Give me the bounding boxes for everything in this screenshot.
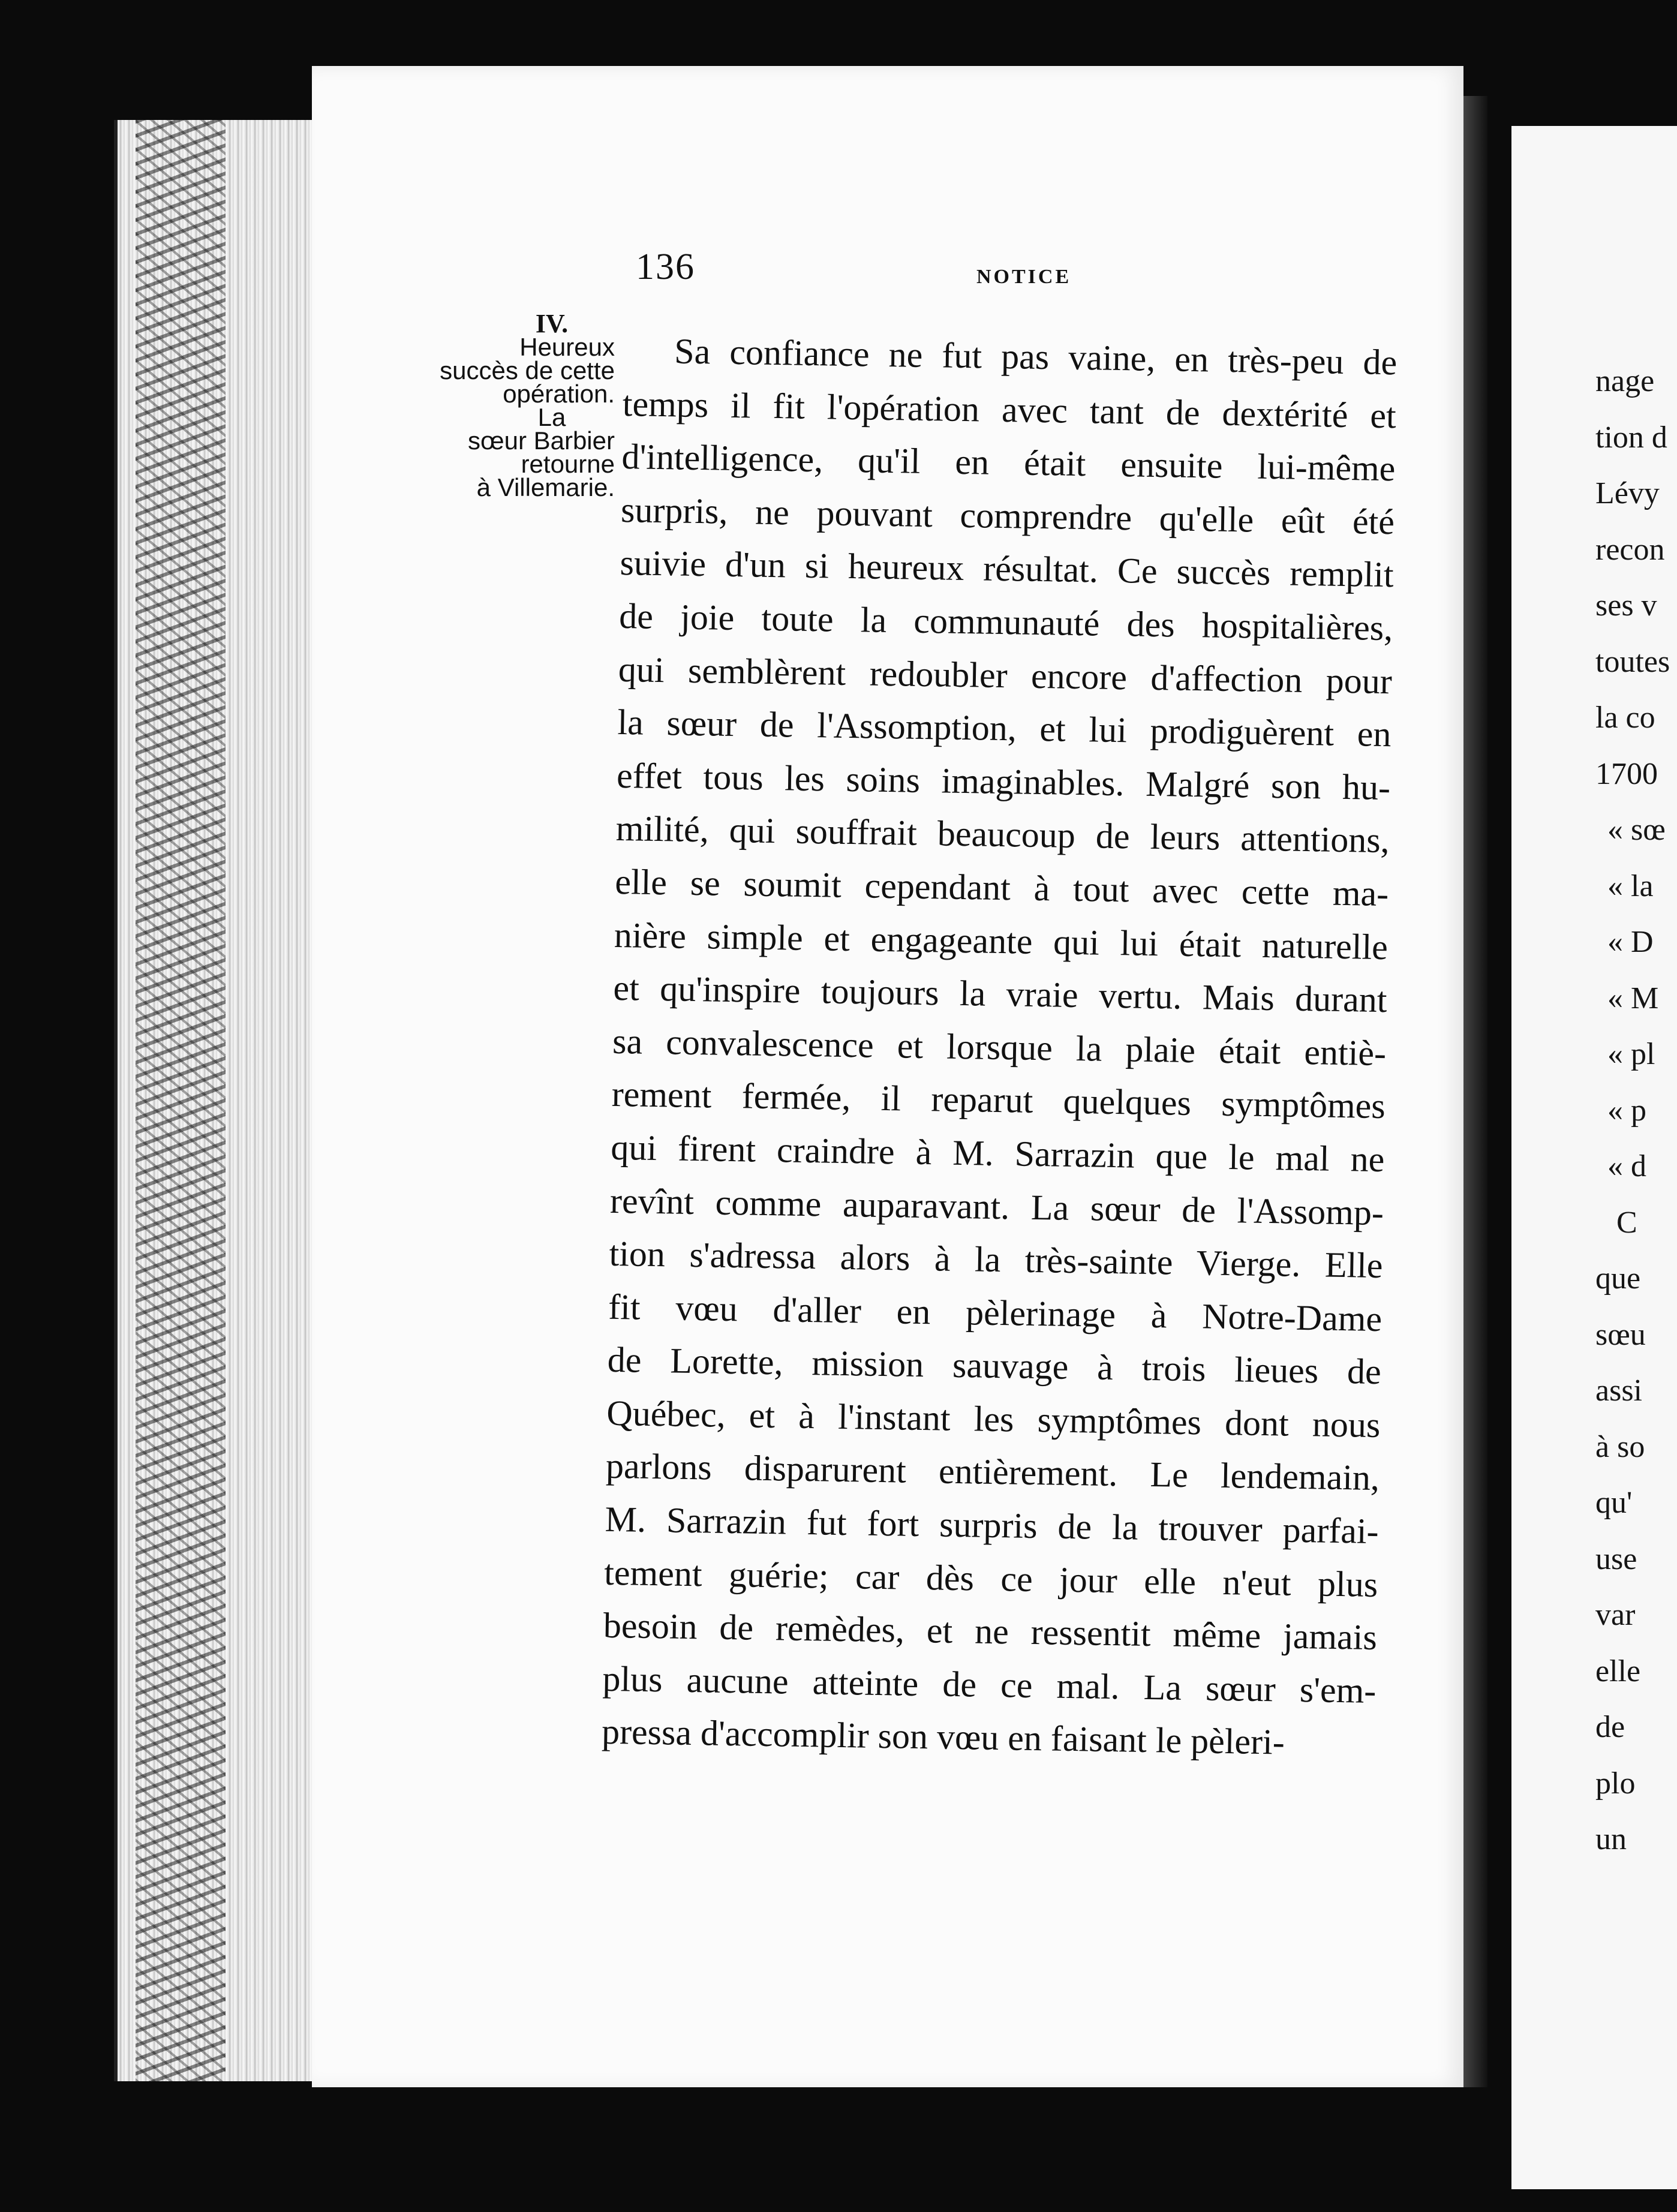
text-line: elle se soumit cependant à tout avec cette ma- [614, 861, 1389, 914]
text-line: M. Sarrazin fut fort surpris de la trouver parfai- [605, 1499, 1380, 1552]
facing-page-line: elle [1595, 1654, 1641, 1688]
text-line: rement fermée, il reparut quelques symptômes [611, 1074, 1386, 1126]
text-line: surpris, ne pouvant comprendre qu'elle eût été [620, 489, 1395, 542]
book-page-edges [114, 120, 315, 2081]
text-line: besoin de remèdes, et ne ressentit même jamais [603, 1605, 1378, 1658]
margin-note-line: retourne [521, 450, 615, 478]
facing-page-line: assi [1595, 1374, 1642, 1408]
text-line: tement guérie; car dès ce jour elle n'eut plus [603, 1552, 1378, 1604]
text-line: sa convalescence et lorsque la plaie était entiè- [612, 1021, 1387, 1073]
text-line: qui semblèrent redoubler encore d'affection pour [618, 649, 1393, 701]
marbled-edge-pattern [136, 120, 226, 2081]
facing-page-line: que [1595, 1261, 1641, 1296]
text-line: la sœur de l'Assomption, et lui prodiguèrent en [617, 702, 1392, 755]
margin-note-line: La [537, 403, 566, 431]
facing-page-line: plo [1595, 1766, 1636, 1801]
running-title: NOTICE [976, 266, 1072, 288]
facing-page-line: « M [1607, 981, 1659, 1015]
text-line: pressa d'accomplir son vœu en faisant le pèleri- [601, 1712, 1285, 1763]
margin-note-line: à Villemarie. [476, 473, 615, 501]
facing-page-line: la co [1595, 701, 1655, 735]
facing-page-line: 1700 [1595, 756, 1658, 791]
facing-page-line: sœu [1595, 1317, 1646, 1352]
facing-page-line: Lévy [1595, 476, 1660, 510]
margin-note-line: Heureux [519, 333, 615, 361]
facing-page-line: « d [1607, 1149, 1646, 1183]
facing-page-line: « pl [1607, 1037, 1655, 1071]
facing-page-line: « sœ [1607, 813, 1666, 847]
facing-page-line: var [1595, 1598, 1636, 1632]
text-line: et qu'inspire toujours la vraie vertu. Mais durant [613, 967, 1387, 1020]
gutter-shadow [1463, 96, 1487, 2087]
body-text [601, 324, 1397, 1771]
text-line: plus aucune atteinte de ce mal. La sœur s'em- [602, 1658, 1377, 1711]
facing-page-line: use [1595, 1541, 1637, 1576]
facing-page-line: à so [1595, 1429, 1645, 1464]
text-line: nière simple et engageante qui lui était naturelle [614, 915, 1389, 967]
text-line: tion s'adressa alors à la très-sainte Vierge. Elle [609, 1233, 1384, 1286]
text-line: suivie d'un si heureux résultat. Ce succès remplit [620, 543, 1395, 595]
margin-note [435, 309, 615, 501]
facing-page-line: « p [1607, 1093, 1646, 1128]
margin-note-line: sœur Barbier [467, 426, 615, 455]
margin-note-line: opération. [503, 380, 615, 408]
facing-page-line: toutes [1595, 644, 1670, 679]
facing-page-line: nage [1595, 364, 1655, 398]
text-line: revînt comme auparavant. La sœur de l'Assomp- [609, 1180, 1384, 1233]
text-line: de Lorette, mission sauvage à trois lieues de [607, 1340, 1382, 1392]
facing-page-line: tion d [1595, 420, 1667, 455]
facing-page-line: « la [1607, 868, 1654, 903]
text-line: Sa confiance ne fut pas vaine, en très-peu de [674, 331, 1398, 383]
margin-note-line: IV. [535, 309, 569, 338]
facing-page-line: qu' [1595, 1486, 1633, 1520]
text-line: qui firent craindre à M. Sarrazin que le mal ne [610, 1127, 1385, 1179]
facing-page-line: de [1595, 1710, 1625, 1744]
facing-page-line: « D [1607, 925, 1654, 959]
facing-page-line: recon [1595, 532, 1665, 567]
margin-note-line: succès de cette [440, 356, 615, 384]
text-line: parlons disparurent entièrement. Le lendemain, [605, 1446, 1380, 1498]
facing-page-line: ses v [1595, 588, 1657, 623]
text-line: effet tous les soins imaginables. Malgré son hu- [616, 755, 1391, 807]
page-number: 136 [636, 247, 695, 287]
facing-page-line: C [1616, 1205, 1637, 1240]
text-line: temps il fit l'opération avec tant de dextérité et [622, 383, 1397, 435]
text-line: de joie toute la communauté des hospitalières, [618, 596, 1393, 648]
facing-page-line: un [1595, 1822, 1627, 1856]
text-line: fit vœu d'aller en pèlerinage à Notre-Dame [608, 1287, 1383, 1339]
facing-page-strip [1511, 126, 1677, 2189]
text-line: d'intelligence, qu'il en était ensuite lui-même [621, 437, 1396, 489]
text-line: milité, qui souffrait beaucoup de leurs attentions, [615, 809, 1390, 861]
text-line: Québec, et à l'instant les symptômes dont nous [606, 1393, 1381, 1445]
